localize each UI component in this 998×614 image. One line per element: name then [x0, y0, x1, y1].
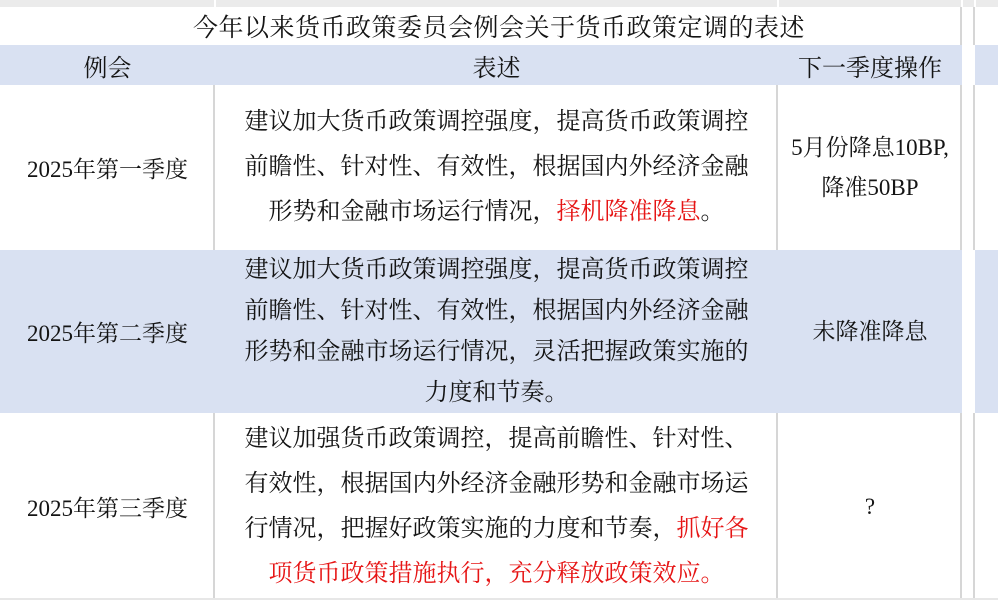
statement-line — [425, 373, 569, 414]
table-title: 今年以来货币政策委员会例会关于货币政策定调的表述 — [192, 15, 805, 42]
meeting-cell: 2025年第三季度 — [27, 496, 188, 521]
column-header-next-quarter: 下一季度操作 — [778, 45, 962, 85]
column-header-statement: 表述 — [215, 45, 778, 85]
strip-gridline-gap — [214, 0, 216, 7]
statement-segment: 。 — [700, 199, 725, 225]
statement-line — [245, 332, 749, 373]
statement-cell — [215, 413, 778, 600]
meeting-cell: 2025年第一季度 — [27, 157, 188, 182]
statement-segment: 建议加大货币政策调控强度，提高货币政策调控 — [244, 109, 749, 135]
strip-gridline-gap — [974, 0, 976, 7]
statement-line — [269, 552, 725, 597]
table-row-q2 — [0, 250, 998, 413]
gridline — [213, 413, 215, 600]
gridline — [973, 85, 975, 250]
table-row-q1 — [0, 85, 998, 250]
statement-cell — [215, 85, 778, 250]
table-row-q3 — [0, 413, 998, 600]
statement-line — [245, 417, 749, 462]
statement-line — [245, 507, 749, 552]
gridline-gutter — [962, 45, 975, 85]
next-quarter-cell — [778, 250, 962, 413]
adjacent-cell-fragment — [975, 250, 998, 413]
strip-gridline-gap — [777, 0, 779, 7]
gridline — [960, 7, 962, 45]
statement-line — [269, 190, 725, 235]
statement-segment: 力度和节奏。 — [424, 379, 569, 406]
statement-line — [245, 291, 749, 332]
gridline — [973, 413, 975, 600]
statement-red-emphasis: 择机降准降息 — [556, 199, 701, 225]
statement-segment: 形势和金融市场运行情况， — [268, 199, 557, 225]
adjacent-cell-fragment — [975, 45, 998, 85]
statement-line — [245, 145, 749, 190]
statement-cell — [215, 250, 778, 413]
strip-gridline-gap — [961, 0, 963, 7]
statement-segment: 建议加强货币政策调控，提高前瞻性、针对性、 — [244, 425, 749, 452]
next-quarter-line: 降准50BP — [821, 174, 919, 200]
next-quarter-line: 未降准降息 — [812, 318, 928, 344]
statement-segment: 形势和金融市场运行情况，灵活把握政策实施的 — [244, 338, 749, 365]
statement-line — [245, 100, 749, 145]
adjacent-cell-fragment — [975, 85, 998, 250]
gridline — [960, 85, 962, 250]
next-quarter-cell — [778, 413, 962, 600]
statement-line — [245, 462, 749, 507]
column-header-meeting: 例会 — [0, 45, 215, 85]
gridline — [213, 85, 215, 250]
adjacent-cell-fragment — [975, 413, 998, 600]
gridline — [960, 413, 962, 600]
statement-red-emphasis: 项货币政策措施执行，充分释放政策效应。 — [268, 560, 725, 587]
title-row — [0, 7, 998, 45]
statement-segment: 有效性，根据国内外经济金融形势和金融市场运 — [244, 470, 749, 497]
gridline — [776, 413, 778, 600]
statement-line — [245, 250, 749, 291]
header-row — [0, 45, 998, 85]
spreadsheet-top-strip — [0, 0, 998, 7]
statement-segment: 前瞻性、针对性、有效性，根据国内外经济金融 — [244, 154, 749, 180]
table-bottom-gridline — [0, 598, 998, 600]
meeting-cell: 2025年第二季度 — [0, 250, 215, 413]
statement-segment: 行情况，把握好政策实施的力度和节奏， — [244, 515, 677, 542]
next-quarter-line: ? — [864, 493, 876, 519]
statement-segment: 建议加大货币政策调控强度，提高货币政策调控 — [244, 256, 749, 283]
gridline — [776, 85, 778, 250]
statement-red-emphasis: 抓好各 — [676, 515, 749, 542]
statement-segment: 前瞻性、针对性、有效性，根据国内外经济金融 — [244, 297, 749, 324]
gridline-gutter — [962, 250, 975, 413]
next-quarter-line: 5月份降息10BP, — [791, 134, 949, 160]
gridline — [973, 7, 975, 45]
next-quarter-cell — [778, 85, 962, 250]
